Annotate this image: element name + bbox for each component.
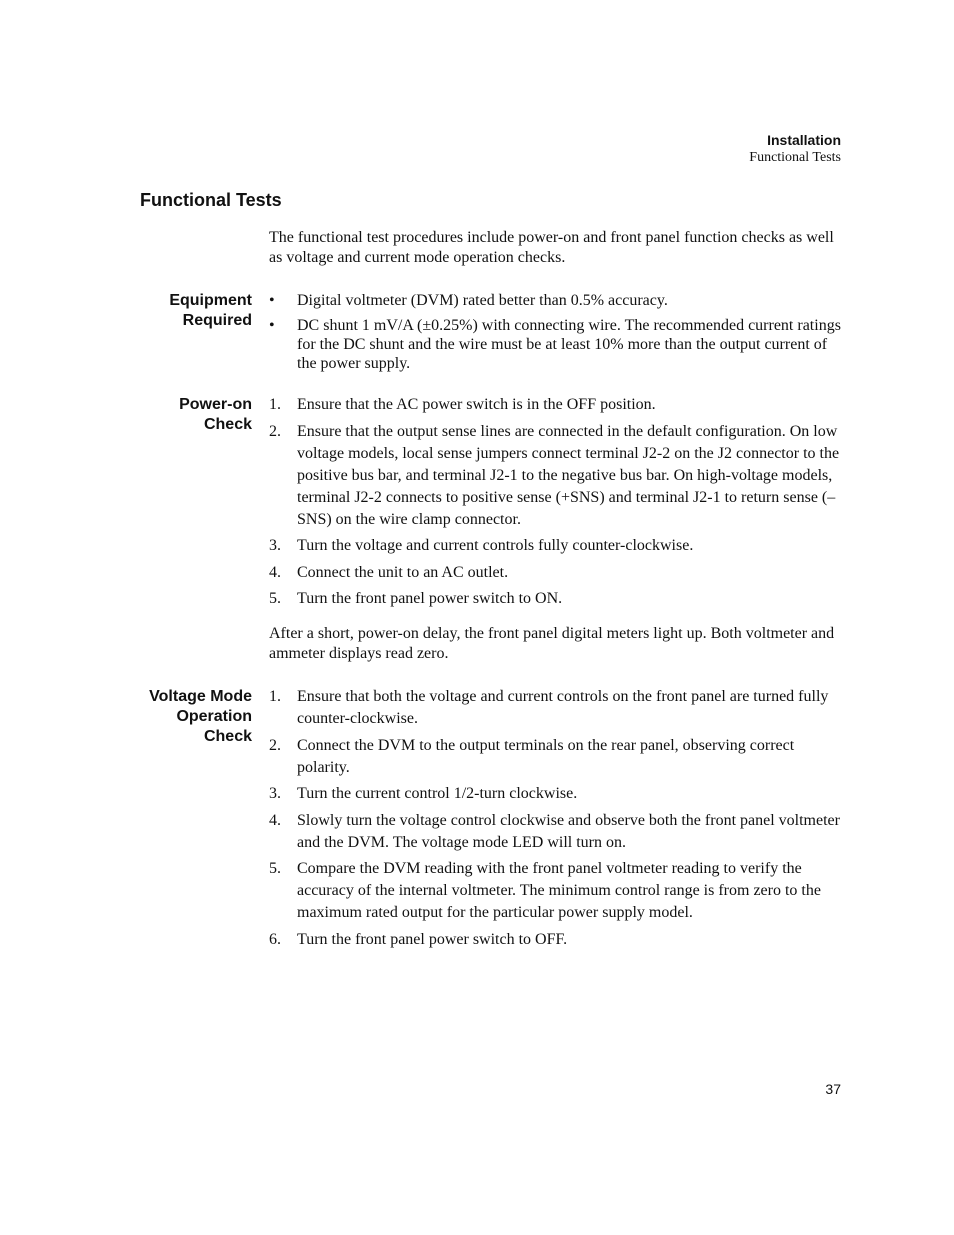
voltage-mode-steps	[269, 686, 844, 955]
step-text: Turn the front panel power switch to ON.	[297, 590, 563, 607]
list-item	[269, 421, 844, 531]
power-on-result-paragraph: After a short, power-on delay, the front panel digital meters light up. Both voltmeter and ammeter displays read zero.	[269, 625, 835, 662]
list-item	[269, 291, 844, 310]
step-text: Turn the front panel power switch to OFF.	[297, 930, 568, 948]
equipment-list	[269, 291, 844, 379]
page-number: 37	[825, 1081, 841, 1097]
list-item	[269, 316, 844, 373]
step-number: 6.	[269, 930, 281, 948]
power-on-steps	[269, 394, 844, 615]
step-number: 4.	[269, 811, 281, 829]
list-item	[269, 858, 844, 924]
list-item	[269, 535, 844, 557]
step-text: Ensure that both the voltage and current controls on the front panel are turned fully counter-clockwise.	[297, 688, 829, 727]
list-item	[269, 394, 844, 416]
list-item	[269, 929, 844, 951]
step-text: Slowly turn the voltage control clockwise and observe both the front panel voltmeter and the DVM. The voltage mode LED will turn on.	[297, 811, 840, 851]
running-head-section: Functional Tests	[749, 150, 841, 165]
step-number: 5.	[269, 860, 281, 877]
power-on-heading	[179, 395, 252, 435]
list-item-text: Digital voltmeter (DVM) rated better than 0.5% accuracy.	[297, 292, 668, 309]
voltage-mode-heading-line: Check	[203, 728, 252, 745]
step-text: Turn the voltage and current controls fully counter-clockwise.	[297, 537, 694, 554]
equipment-heading	[169, 291, 252, 331]
step-number: 2.	[269, 422, 281, 440]
intro-paragraph: The functional test procedures include power-on and front panel function checks as well as voltage and current mode operation checks.	[269, 229, 834, 266]
list-item	[269, 783, 844, 805]
step-number: 3.	[269, 785, 281, 802]
equipment-heading-line: Equipment	[169, 292, 252, 309]
running-head	[749, 131, 841, 167]
step-number: 1.	[269, 688, 281, 705]
step-number: 2.	[269, 736, 281, 754]
list-item	[269, 735, 844, 779]
step-text: Ensure that the AC power switch is in the OFF position.	[297, 396, 656, 413]
step-text: Turn the current control 1/2-turn clockwise.	[297, 785, 578, 802]
step-text: Ensure that the output sense lines are connected in the default configuration. On low voltage models, local sense jumpers connect terminal J2-2 on the J2 connector to the positive bus bar, and terminal J2-1 to the negative bus bar. On high-voltage models, terminal J2-2 connects to positive sense (+SNS) and terminal J2-1 to return sense (–SNS) on the wire clamp connector.	[297, 422, 840, 528]
power-on-heading-line: Check	[203, 416, 252, 433]
equipment-heading-line: Required	[182, 312, 252, 329]
page-title: Functional Tests	[140, 190, 282, 210]
step-number: 3.	[269, 537, 281, 554]
bullet: •	[269, 292, 275, 309]
list-item	[269, 686, 844, 730]
list-item	[269, 562, 844, 584]
list-item-text: DC shunt 1 mV/A (±0.25%) with connecting wire. The recommended current ratings for the DC shunt and the wire must be at least 10% more than the output current of the power supply.	[297, 317, 841, 372]
list-item	[269, 588, 844, 610]
step-text: Connect the unit to an AC outlet.	[297, 563, 509, 581]
list-item	[269, 810, 844, 854]
voltage-mode-heading-line: Operation	[176, 708, 252, 725]
step-number: 4.	[269, 563, 281, 581]
voltage-mode-heading-line: Voltage Mode	[149, 688, 252, 705]
step-text: Compare the DVM reading with the front panel voltmeter reading to verify the accuracy of the internal voltmeter. The minimum control range is from zero to the maximum rated output for the particular power supply model.	[297, 860, 821, 921]
bullet: •	[269, 317, 275, 334]
step-number: 1.	[269, 396, 281, 413]
step-number: 5.	[269, 590, 281, 607]
running-head-chapter: Installation	[767, 132, 841, 148]
power-on-heading-line: Power-on	[179, 396, 252, 413]
voltage-mode-heading	[149, 687, 252, 747]
step-text: Connect the DVM to the output terminals on the rear panel, observing correct polarity.	[297, 736, 795, 776]
